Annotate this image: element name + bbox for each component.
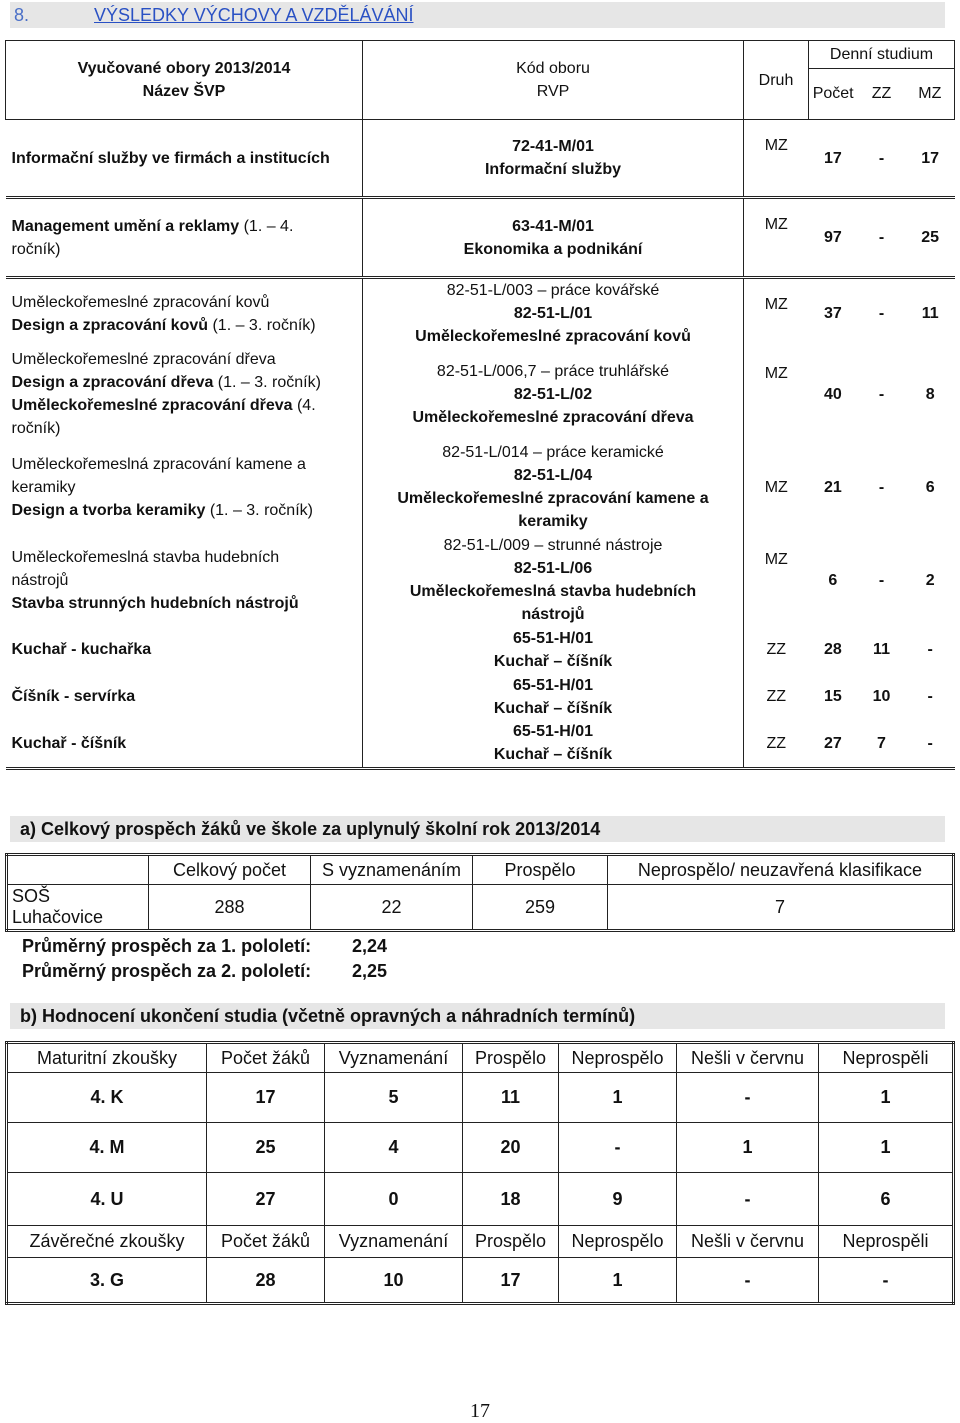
maturita-header-row-cell: Vyznamenání (325, 1043, 463, 1073)
field-code-line: 82-51-L/014 – práce keramické (442, 444, 664, 461)
field-row (6, 278, 955, 349)
field-name-line (12, 215, 357, 238)
field-name-line (12, 147, 357, 170)
field-name-text: Design a zpracování dřeva (11, 374, 214, 391)
field-name-text: Uměleckořemeslná zpracování kamene a (11, 455, 306, 473)
fields-table (5, 40, 955, 770)
maturita-header-row-cell: Prospělo (463, 1043, 559, 1073)
field-code-line: 65-51-H/01 (512, 629, 594, 647)
average-2-value: 2,25 (352, 961, 388, 981)
field-mz: 6 (925, 478, 935, 496)
field-name-text: Uměleckořemeslná stavba hudebních (11, 548, 280, 566)
field-name-line (12, 238, 357, 261)
field-name-text: Stavba strunných hudebních nástrojů (11, 594, 299, 612)
average-1-value: 2,24 (352, 936, 388, 956)
header-type: Druh (744, 41, 809, 120)
field-mz: - (927, 688, 933, 705)
field-row (6, 720, 955, 768)
average-1 (22, 934, 722, 959)
results-header-row (7, 855, 954, 885)
final-exam-header-row-cell: Neprospělo (559, 1226, 677, 1258)
maturita-row-cell: - (559, 1123, 677, 1173)
field-mz: 11 (921, 305, 939, 322)
header-day-study: Denní studium (809, 42, 954, 69)
maturita-row-cell: 18 (463, 1173, 559, 1226)
field-code-line: 82-51-L/02 (513, 385, 593, 403)
field-stats-values (809, 732, 955, 755)
field-name (6, 534, 363, 626)
field-mz: 25 (921, 229, 940, 246)
field-code-line: Uměleckořemeslné zpracování kovů (415, 328, 691, 345)
table-b-title-bar (10, 1003, 945, 1029)
final-exam-header-row-cell: Vyznamenání (325, 1226, 463, 1258)
header-study (809, 41, 955, 120)
final-exam-row-cell: 1 (559, 1258, 677, 1304)
field-name-text: keramiky (11, 478, 76, 496)
field-type: MZ (764, 551, 788, 568)
field-row (6, 626, 955, 673)
field-name-line (12, 371, 357, 394)
field-code (363, 626, 744, 673)
page-number: 17 (470, 1400, 490, 1422)
field-zz: 10 (872, 688, 891, 705)
field-code-line: 65-51-H/01 (512, 723, 594, 741)
field-zz: - (878, 305, 885, 322)
field-code-line: Kuchař – číšník (493, 699, 613, 717)
field-zz: - (878, 229, 885, 246)
results-total: 288 (149, 885, 311, 931)
header-count: Počet (812, 84, 854, 102)
field-name-line (12, 569, 357, 592)
field-name (6, 348, 363, 440)
final-exam-header-row-cell: Prospělo (463, 1226, 559, 1258)
results-failed: 7 (608, 885, 954, 931)
header-code-label: Kód oboru (516, 60, 590, 77)
field-mz: 2 (925, 571, 935, 589)
field-row (6, 120, 955, 198)
maturita-row-cell: 5 (325, 1073, 463, 1123)
maturita-header-row-cell: Maturitní zkoušky (7, 1043, 207, 1073)
field-name-text: ročník) (11, 420, 61, 437)
section-heading (10, 2, 945, 28)
field-name-text: Management umění a reklamy (11, 217, 240, 235)
maturita-row-cell: 17 (207, 1073, 325, 1123)
field-name (6, 720, 363, 768)
field-pocet: 17 (823, 149, 842, 167)
maturita-row-cell: 11 (463, 1073, 559, 1123)
maturita-header-row-cell: Neprospěli (819, 1043, 954, 1073)
final-exam-row-cell: 28 (207, 1258, 325, 1304)
field-name-line (12, 499, 357, 522)
field-name-text: Uměleckořemeslné zpracování kovů (11, 293, 270, 311)
field-name-line (12, 476, 357, 499)
maturita-row (7, 1123, 954, 1173)
field-type: ZZ (766, 641, 787, 658)
field-code (363, 278, 744, 349)
field-pocet: 6 (828, 571, 838, 589)
final-exam-row-cell: 3. G (7, 1258, 207, 1304)
field-pocet: 21 (823, 478, 842, 496)
field-stats-values (809, 638, 955, 661)
final-exam-row-cell: 17 (463, 1258, 559, 1304)
field-code-line: 82-51-L/003 – práce kovářské (446, 282, 660, 299)
final-exam-row-cell: 10 (325, 1258, 463, 1304)
field-stats-values (809, 302, 955, 325)
field-pocet: 97 (823, 229, 842, 246)
maturita-row-cell: 25 (207, 1123, 325, 1173)
header-zz: ZZ (871, 84, 892, 102)
field-name-text: Kuchař - číšník (11, 734, 127, 752)
section-number: 8. (14, 5, 30, 25)
final-exam-header-row-cell: Počet žáků (207, 1226, 325, 1258)
results-row (7, 885, 954, 931)
field-name-line (12, 314, 357, 337)
field-code-line: 82-51-L/06 (513, 560, 593, 577)
field-pocet: 40 (823, 385, 842, 403)
results-header-total: Celkový počet (149, 855, 311, 885)
field-stats (809, 278, 955, 349)
field-code-line: keramiky (518, 513, 588, 530)
field-stats (809, 440, 955, 534)
field-pocet: 27 (823, 734, 842, 752)
field-code (363, 673, 744, 720)
final-exam-row-cell: - (819, 1258, 954, 1304)
field-zz: 7 (877, 734, 886, 752)
header-field-year: Vyučované obory 2013/2014 (77, 60, 291, 77)
field-code (363, 348, 744, 440)
field-stats-values (809, 569, 955, 592)
field-name-text: Číšník - servírka (11, 688, 136, 705)
table-b-title: b) Hodnocení ukončení studia (včetně opravných a náhradních termínů) (20, 1006, 636, 1026)
final-exam-header-row-cell: Neprospěli (819, 1226, 954, 1258)
field-code-line: Uměleckořemeslné zpracování kamene a (397, 490, 709, 507)
maturita-header-row-cell: Nešli v červnu (677, 1043, 819, 1073)
maturita-header-row-cell: Neprospělo (559, 1043, 677, 1073)
maturita-row-cell: 4. M (7, 1123, 207, 1173)
field-code-line: nástrojů (521, 606, 585, 623)
maturita-row-cell: 4. U (7, 1173, 207, 1226)
field-name-years: (1. – 3. ročník) (213, 374, 321, 391)
section-title-link[interactable]: VÝSLEDKY VÝCHOVY A VZDĚLÁVÁNÍ (94, 5, 414, 25)
field-name-line (12, 546, 357, 569)
results-passed: 259 (473, 885, 608, 931)
field-stats-values (809, 147, 955, 170)
field-name-text: Design a tvorba keramiky (11, 501, 206, 519)
field-code-line: 82-51-L/01 (513, 305, 593, 322)
field-name-text: Uměleckořemeslné zpracování dřeva (11, 351, 276, 368)
results-header-passed: Prospělo (473, 855, 608, 885)
header-rvp: RVP (536, 83, 570, 100)
field-stats-values (809, 226, 955, 249)
average-2 (22, 959, 722, 984)
field-row (6, 348, 955, 440)
field-type: MZ (764, 478, 788, 496)
final-exam-row (7, 1258, 954, 1304)
field-code-line: 82-51-L/009 – strunné nástroje (443, 537, 663, 554)
results-school: SOŠ Luhačovice (7, 885, 149, 931)
field-stats-values (809, 685, 955, 708)
maturita-row-cell: 4. K (7, 1073, 207, 1123)
field-zz: - (878, 385, 885, 403)
field-pocet: 28 (823, 641, 842, 658)
maturita-row-cell: 1 (819, 1073, 954, 1123)
field-mz: 8 (925, 385, 935, 403)
table-a-title-bar (10, 816, 945, 842)
maturita-header-row (7, 1043, 954, 1073)
field-code (363, 120, 744, 198)
field-zz: - (878, 571, 885, 589)
field-zz: - (878, 478, 885, 496)
field-name-text: Informační služby ve firmách a institucích (11, 149, 330, 167)
final-exam-header-row-cell: Závěrečné zkoušky (7, 1226, 207, 1258)
field-stats (809, 120, 955, 198)
results-header-honors: S vyznamenáním (311, 855, 473, 885)
maturita-row-cell: 0 (325, 1173, 463, 1226)
field-name-line (12, 417, 357, 440)
field-name (6, 278, 363, 349)
maturita-row-cell: 9 (559, 1173, 677, 1226)
field-name-text: Design a zpracování kovů (11, 316, 209, 334)
field-name-line (12, 592, 357, 615)
results-table (5, 853, 955, 932)
table-a-title: a) Celkový prospěch žáků ve škole za uplynulý školní rok 2013/2014 (20, 819, 601, 839)
field-type: MZ (764, 365, 788, 382)
field-code (363, 198, 744, 278)
maturita-row-cell: - (677, 1073, 819, 1123)
maturita-row-cell: 27 (207, 1173, 325, 1226)
field-stats (809, 534, 955, 626)
field-code-line: 63-41-M/01 (512, 217, 594, 235)
field-zz: 11 (873, 641, 890, 658)
field-name-line (12, 291, 357, 314)
field-name-years: (1. – 3. ročník) (208, 316, 316, 334)
field-mz: - (927, 734, 933, 752)
average-2-label: Průměrný prospěch za 2. pololetí: (22, 961, 312, 981)
field-name-years: (4. (292, 397, 316, 414)
field-stats (809, 348, 955, 440)
field-code-line: 72-41-M/01 (512, 138, 594, 155)
field-name-line (12, 394, 357, 417)
field-mz: - (927, 641, 933, 658)
field-type: MZ (744, 198, 809, 278)
fields-table-header (6, 41, 955, 120)
field-name-line (12, 348, 357, 371)
maturita-row-cell: 4 (325, 1123, 463, 1173)
final-exam-row-cell: - (677, 1258, 819, 1304)
field-stats-values (809, 383, 955, 406)
maturita-row-cell: 1 (819, 1123, 954, 1173)
field-mz: 17 (921, 149, 940, 167)
field-code-line: Kuchař – číšník (493, 746, 613, 764)
field-name (6, 626, 363, 673)
field-code-line: Ekonomika a podnikání (463, 240, 643, 258)
field-stats-values (809, 476, 955, 499)
field-code (363, 720, 744, 768)
field-type: ZZ (744, 720, 809, 768)
field-code-line: Uměleckořemeslná stavba hudebních (409, 583, 697, 600)
header-field-name (6, 41, 363, 120)
header-svp: Název ŠVP (142, 83, 226, 100)
field-pocet: 37 (823, 305, 842, 322)
header-stat-labels (809, 69, 954, 119)
field-row (6, 198, 955, 278)
field-name-line (12, 732, 357, 755)
field-code-line: 65-51-H/01 (512, 676, 594, 694)
maturita-row-cell: 1 (677, 1123, 819, 1173)
field-name-line (12, 638, 357, 661)
maturita-row-cell: 20 (463, 1123, 559, 1173)
field-name-line (12, 685, 357, 708)
results-honors: 22 (311, 885, 473, 931)
field-name-years: (1. – 4. (239, 217, 294, 235)
field-row (6, 440, 955, 534)
field-name-line (12, 453, 357, 476)
field-name-years: (1. – 3. ročník) (205, 501, 313, 519)
maturita-row-cell: 6 (819, 1173, 954, 1226)
field-row (6, 673, 955, 720)
field-code (363, 440, 744, 534)
field-name (6, 120, 363, 198)
header-mz: MZ (918, 84, 942, 102)
field-name-text: Uměleckořemeslné zpracování dřeva (11, 397, 293, 414)
maturita-row (7, 1073, 954, 1123)
header-code (363, 41, 744, 120)
field-name-text: nástrojů (11, 571, 69, 589)
field-row (6, 534, 955, 626)
field-name (6, 440, 363, 534)
maturita-row (7, 1173, 954, 1226)
field-zz: - (878, 149, 885, 167)
field-stats (809, 198, 955, 278)
field-name (6, 198, 363, 278)
maturita-header-row-cell: Počet žáků (207, 1043, 325, 1073)
results-header-failed: Neprospělo/ neuzavřená klasifikace (608, 855, 954, 885)
exam-table (5, 1041, 955, 1305)
field-code (363, 534, 744, 626)
field-name-text: Kuchař - kuchařka (11, 641, 152, 658)
field-code-line: 82-51-L/006,7 – práce truhlářské (436, 362, 670, 380)
field-stats (809, 626, 955, 673)
final-exam-header-row (7, 1226, 954, 1258)
field-stats (809, 673, 955, 720)
field-name (6, 673, 363, 720)
field-code-line: Uměleckořemeslné zpracování dřeva (412, 408, 694, 426)
field-stats (809, 720, 955, 768)
field-type: MZ (744, 120, 809, 198)
average-1-label: Průměrný prospěch za 1. pololetí: (22, 936, 312, 956)
field-type: ZZ (766, 688, 787, 705)
field-name-text: ročník) (11, 240, 61, 258)
final-exam-header-row-cell: Nešli v červnu (677, 1226, 819, 1258)
maturita-row-cell: 1 (559, 1073, 677, 1123)
field-code-line: Informační služby (484, 161, 622, 178)
maturita-row-cell: - (677, 1173, 819, 1226)
field-code-line: Kuchař – číšník (493, 652, 613, 670)
field-pocet: 15 (823, 688, 842, 705)
field-code-line: 82-51-L/04 (513, 467, 593, 484)
field-type: MZ (764, 296, 788, 313)
